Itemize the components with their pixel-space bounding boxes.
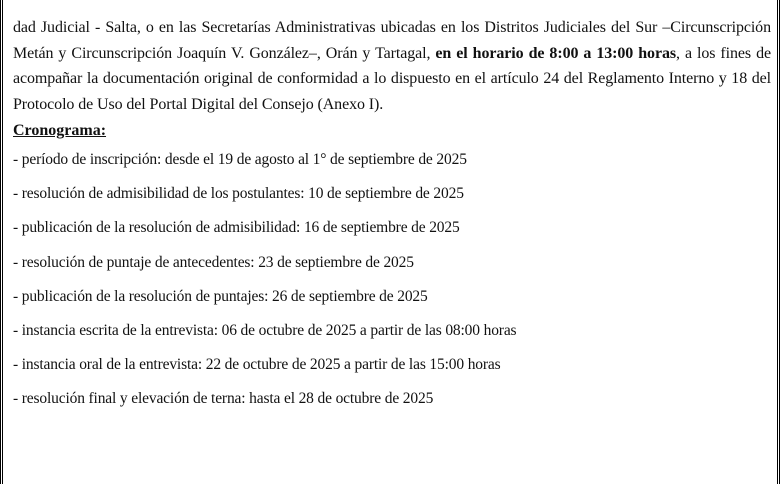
paragraph-bold-hours: en el horario de 8:00 a 13:00 horas [435, 44, 676, 62]
document-body [13, 0, 771, 417]
paragraph-text-end: , a los fines de acompañar la documentación original de conformidad a lo dispuesto en el artículo 24 del Reglamento Interno y 18 del Protocolo de Uso del Portal Digital del Consejo (Anexo I). [13, 44, 771, 113]
schedule-item-admisibilidad: - resolución de admisibilidad de los postulantes: 10 de septiembre de 2025 [13, 185, 464, 203]
schedule-item-entrevista-oral: - instancia oral de la entrevista: 22 de octubre de 2025 a partir de las 15:00 horas [13, 356, 501, 374]
instructions-paragraph [13, 0, 771, 117]
schedule-item-entrevista-escrita: - instancia escrita de la entrevista: 06 de octubre de 2025 a partir de las 08:00 horas [13, 322, 517, 340]
schedule-list [13, 143, 771, 417]
schedule-item-publicacion-puntajes: - publicación de la resolución de puntajes: 26 de septiembre de 2025 [13, 287, 428, 305]
schedule-item-resolucion-final: - resolución final y elevación de terna: hasta el 28 de octubre de 2025 [13, 390, 434, 408]
schedule-item-puntaje: - resolución de puntaje de antecedentes: 23 de septiembre de 2025 [13, 253, 414, 271]
paragraph-text-start: dad Judicial - Salta, o en las Secretarías Administrativas ubicadas en los Distritos Judiciales del Sur –Circunscripción Metán y Circunscripción Joaquín V. González–, Orán y Tartagal, [13, 19, 771, 62]
schedule-item-inscripcion: - período de inscripción: desde el 19 de agosto al 1° de septiembre de 2025 [13, 151, 467, 168]
schedule-item-publicacion-admisibilidad: - publicación de la resolución de admisibilidad: 16 de septiembre de 2025 [13, 219, 460, 237]
schedule-heading: Cronograma: [13, 122, 107, 139]
